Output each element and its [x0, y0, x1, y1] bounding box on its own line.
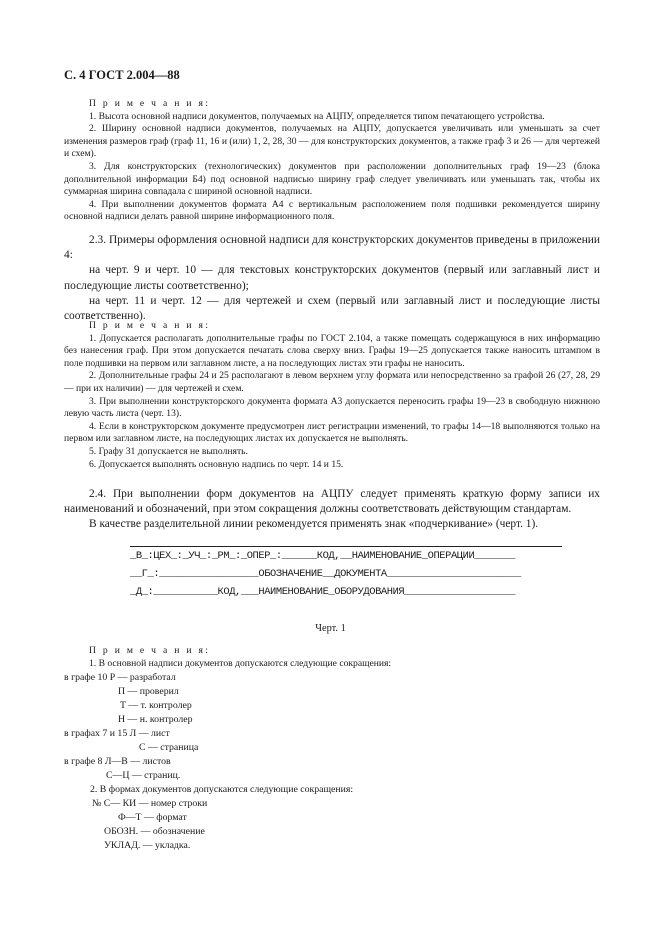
figure-caption: Черт. 1 [315, 623, 346, 634]
paragraph: на черт. 9 и черт. 10 — для текстовых конструкторских документов (первый или заглавный лист и последующие листы соответственно); [64, 264, 600, 292]
note-item: 5. Графу 31 допускается не выполнять. [89, 445, 248, 457]
abbreviation-entry: Н — н. контролер [118, 714, 193, 725]
section-2-4 [64, 487, 600, 533]
note-item: 1. В основной надписи документов допускаются следующие сокращения: [89, 657, 392, 669]
paragraph: 2.4. При выполнении форм документов на АЦПУ следует применять краткую форму записи их наименований и обозначений, при этом сокращения должны соответствовать действующим стандартам. [64, 488, 600, 516]
note-item: 2. Дополнительные графы 24 и 25 располагают в левом верхнем углу формата или непосредственно за графой 26 (27, 28, 29 — при их наличии) — для чертежей и схем. [64, 370, 600, 394]
notes-title: П р и м е ч а н и я: [89, 98, 211, 109]
abbreviation-entry: ОБОЗН. — обозначение [104, 826, 205, 837]
paragraph: 2.3. Примеры оформления основной надписи для конструкторских документов приведены в приложении 4: [64, 234, 600, 262]
notes-block-2 [64, 320, 600, 471]
abbreviation-entry: Ф—Т — формат [118, 812, 187, 823]
abbreviation-entry: в графах 7 и 15 Л — лист [64, 728, 170, 739]
note-item: 4. Если в конструкторском документе предусмотрен лист регистрации изменений, то графы 14—18 выполняются только на первом или заглавном листе, на последующих листах их допускается не выполнять. [64, 420, 600, 445]
note-item: 6. Допускается выполнять основную надпись по черт. 14 и 15. [89, 458, 344, 470]
form-line: _Д_:___________КОД,___НАИМЕНОВАНИЕ_ОБОРУДОВАНИЯ___________________ [130, 586, 516, 598]
abbreviation-entry: № С— КИ — номер строки [92, 798, 208, 809]
note-item: 4. При выполнении документов формата А4 с вертикальным расположением поля подшивки рекомендуется ширину основной надписи делать равной ширине информационного поля. [64, 198, 600, 223]
notes-title: П р и м е ч а н и я: [89, 645, 211, 656]
paragraph: на черт. 11 и черт. 12 — для чертежей и схем (первый или заглавный лист и последующие листы соответственно). [64, 294, 600, 323]
abbreviation-entry: С—Ц — страниц. [106, 770, 181, 781]
note-item: 1. Допускается располагать дополнительные графы по ГОСТ 2.104, а также помещать содержащуюся в них информацию без нанесения граф. При этом допускается печатать слова сверху вниз. Графы 19—25 допускается также наносить штампом в поле подшивки на первом или заглавном листе, а на последующих листах эти графы не наносить. [64, 332, 600, 369]
printout-form-example [130, 542, 562, 604]
form-line: _В_:ЦЕХ_:_УЧ_:_РМ_:_ОПЕР_:______КОД,__НАИМЕНОВАНИЕ_ОПЕРАЦИИ_______ [130, 550, 516, 562]
abbreviation-entry: в графе 8 Л—В — листов [64, 756, 171, 767]
paragraph: В качестве разделительной линии рекомендуется применять знак «подчеркивание» (черт. 1). [89, 518, 539, 531]
note-item: 1. Высота основной надписи документов, получаемых на АЦПУ, определяется типом печатающего устройства. [89, 110, 545, 122]
note-item: 2. Ширину основной надписи документов, получаемых на АЦПУ, допускается увеличивать или уменьшать за счет изменения размеров граф (граф 11, 16 и (или) 1, 2, 28, 30 — для конструкторских документов, а также граф 3 и 26 — для чертежей и схем). [64, 123, 600, 160]
abbreviation-entry: Т — т. контролер [120, 700, 192, 711]
section-2-3 [64, 233, 600, 324]
abbreviation-entry: П — проверил [118, 686, 179, 697]
notes-block-3 [64, 645, 600, 670]
separator-line [130, 546, 562, 547]
abbreviation-entry: С — страница [139, 742, 199, 753]
notes-block-1 [64, 98, 600, 224]
abbreviation-entry: 2. В формах документов допускаются следующие сокращения: [90, 784, 354, 795]
note-item: 3. При выполнении конструкторского документа формата А3 допускается переносить графы 19—23 в свободную нижнюю левую часть листа (черт. 13). [64, 395, 600, 420]
notes-title: П р и м е ч а н и я: [89, 320, 211, 331]
page-header: С. 4 ГОСТ 2.004—88 [64, 68, 180, 82]
form-line: __Г_:_________________ОБОЗНАЧЕНИЕ__ДОКУМЕНТА_______________________ [130, 568, 521, 580]
note-item: 3. Для конструкторских (технологических) документов при расположении дополнительных граф 19—23 (блока дополнительной информации Б4) под основной надписью ширину граф следует увеличивать или уменьшать так, чтобы их суммарная ширина совпадала с шириной основной надписи. [64, 160, 600, 198]
abbreviation-entry: в графе 10 Р — разработал [64, 672, 176, 683]
abbreviation-entry: УКЛАД. — укладка. [104, 840, 191, 851]
